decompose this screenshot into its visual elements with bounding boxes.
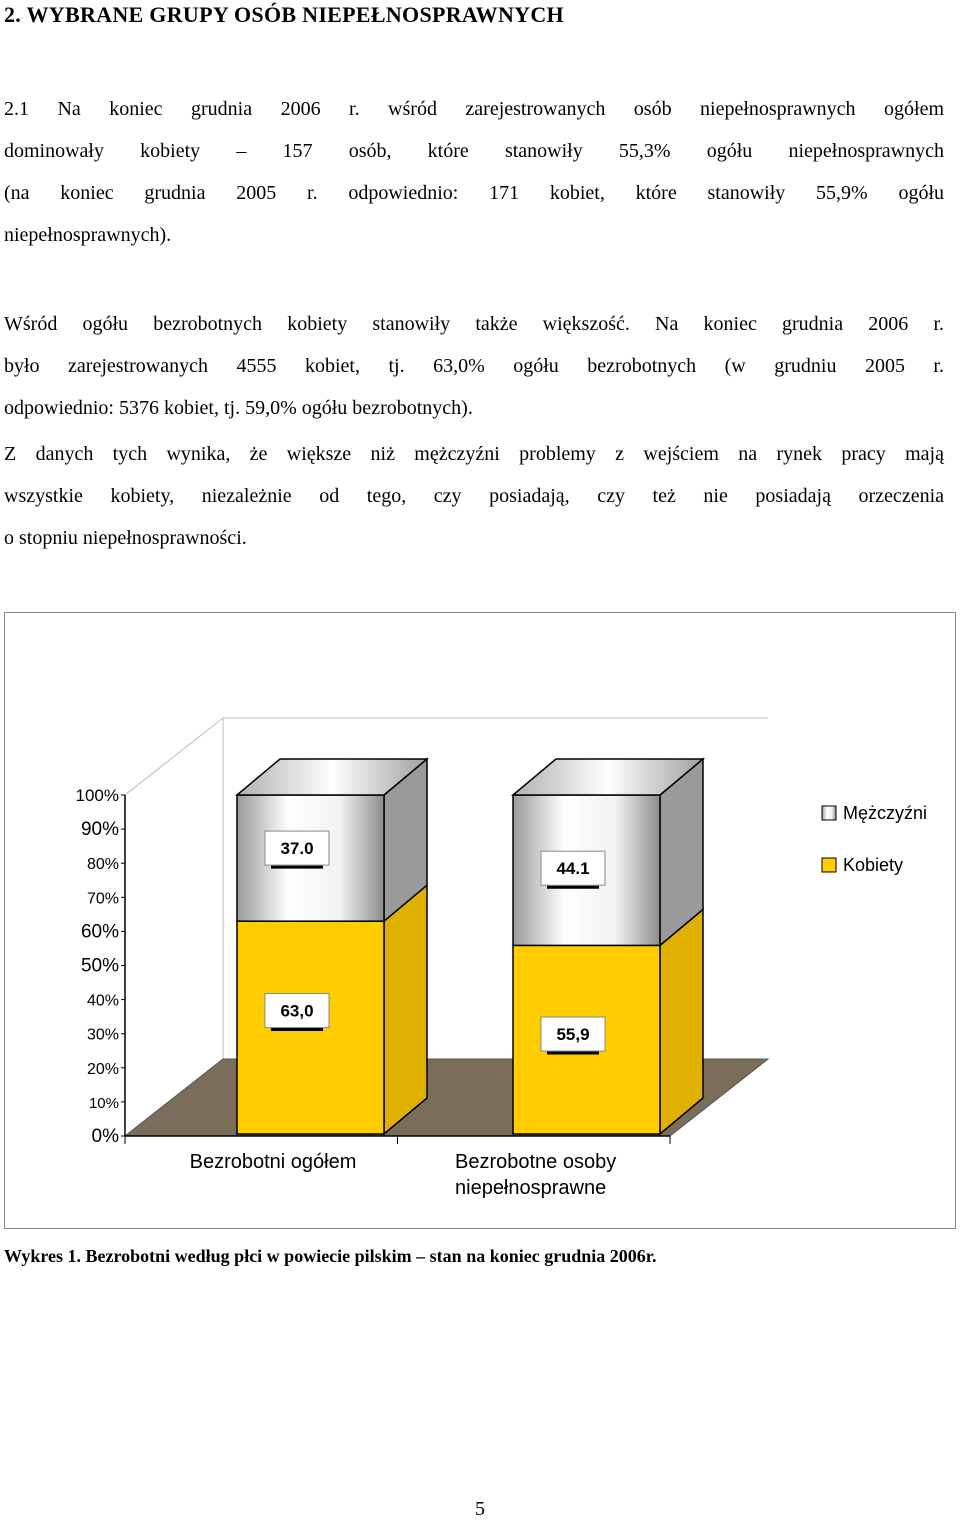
legend-swatch bbox=[822, 858, 836, 872]
chart-caption: Wykres 1. Bezrobotni według płci w powiecie pilskim – stan na koniec grudnia 2006r. bbox=[4, 1246, 657, 1266]
text-line: dominowały kobiety – 157 osób, które stanowiły 55,3% ogółu niepełnosprawnych bbox=[4, 140, 944, 162]
y-tick-label: 60% bbox=[80, 921, 119, 943]
text-line: Wśród ogółu bezrobotnych kobiety stanowiły także większość. Na koniec grudnia 2006 r. bbox=[4, 313, 944, 335]
legend-swatch bbox=[822, 806, 836, 820]
y-tick-label: 80% bbox=[86, 856, 119, 874]
text-line: było zarejestrowanych 4555 kobiet, tj. 63,0% ogółu bezrobotnych (w grudniu 2005 r. bbox=[4, 355, 944, 377]
paragraph-unemployed-women bbox=[4, 303, 944, 429]
page-number: 5 bbox=[475, 1498, 485, 1520]
x-category-label: niepełnosprawne bbox=[455, 1177, 607, 1199]
chart-frame bbox=[4, 612, 956, 1229]
y-tick-label: 50% bbox=[80, 955, 119, 977]
paragraph-conclusion bbox=[4, 433, 944, 559]
data-label-kobiety: 55,9 bbox=[556, 1025, 590, 1045]
y-tick-label: 40% bbox=[86, 992, 119, 1010]
legend-label: Kobiety bbox=[843, 855, 904, 875]
text-line: odpowiednio: 5376 kobiet, tj. 59,0% ogółu bezrobotnych). bbox=[4, 397, 473, 419]
y-tick-label: 20% bbox=[86, 1060, 119, 1078]
y-tick-label: 90% bbox=[80, 819, 119, 841]
text-line: niepełnosprawnych). bbox=[4, 224, 172, 246]
y-tick-label: 70% bbox=[86, 890, 119, 908]
data-label-mezczyzni: 37.0 bbox=[280, 839, 314, 859]
y-tick-label: 10% bbox=[88, 1094, 119, 1112]
legend-label: Mężczyźni bbox=[843, 803, 928, 823]
side-wall-top bbox=[125, 718, 223, 795]
text-line: wszystkie kobiety, niezależnie od tego, czy posiadają, czy też nie posiadają orzeczenia bbox=[4, 485, 944, 507]
stacked-bar-chart bbox=[5, 613, 955, 1228]
text-line: Z danych tych wynika, że większe niż mężczyźni problemy z wejściem na rynek pracy mają bbox=[4, 443, 944, 465]
y-tick-label: 30% bbox=[86, 1026, 119, 1044]
x-category-label: Bezrobotne osoby bbox=[455, 1151, 617, 1173]
data-label-mezczyzni: 44.1 bbox=[556, 859, 590, 879]
y-tick-label: 0% bbox=[91, 1126, 119, 1147]
text-line: o stopniu niepełnosprawności. bbox=[4, 527, 247, 549]
text-line: (na koniec grudnia 2005 r. odpowiednio: 171 kobiet, które stanowiły 55,9% ogółu bbox=[4, 182, 944, 204]
paragraph-disabled-women bbox=[4, 88, 944, 256]
y-tick-label: 100% bbox=[75, 786, 119, 805]
bar-side-kobiety bbox=[384, 885, 427, 1134]
data-label-kobiety: 63,0 bbox=[280, 1001, 314, 1021]
text-line: 2.1 Na koniec grudnia 2006 r. wśród zarejestrowanych osób niepełnosprawnych ogółem bbox=[4, 98, 944, 120]
bar-side-kobiety bbox=[660, 909, 703, 1134]
x-category-label: Bezrobotni ogółem bbox=[189, 1151, 357, 1173]
section-heading: 2. WYBRANE GRUPY OSÓB NIEPEŁNOSPRAWNYCH bbox=[4, 2, 564, 27]
